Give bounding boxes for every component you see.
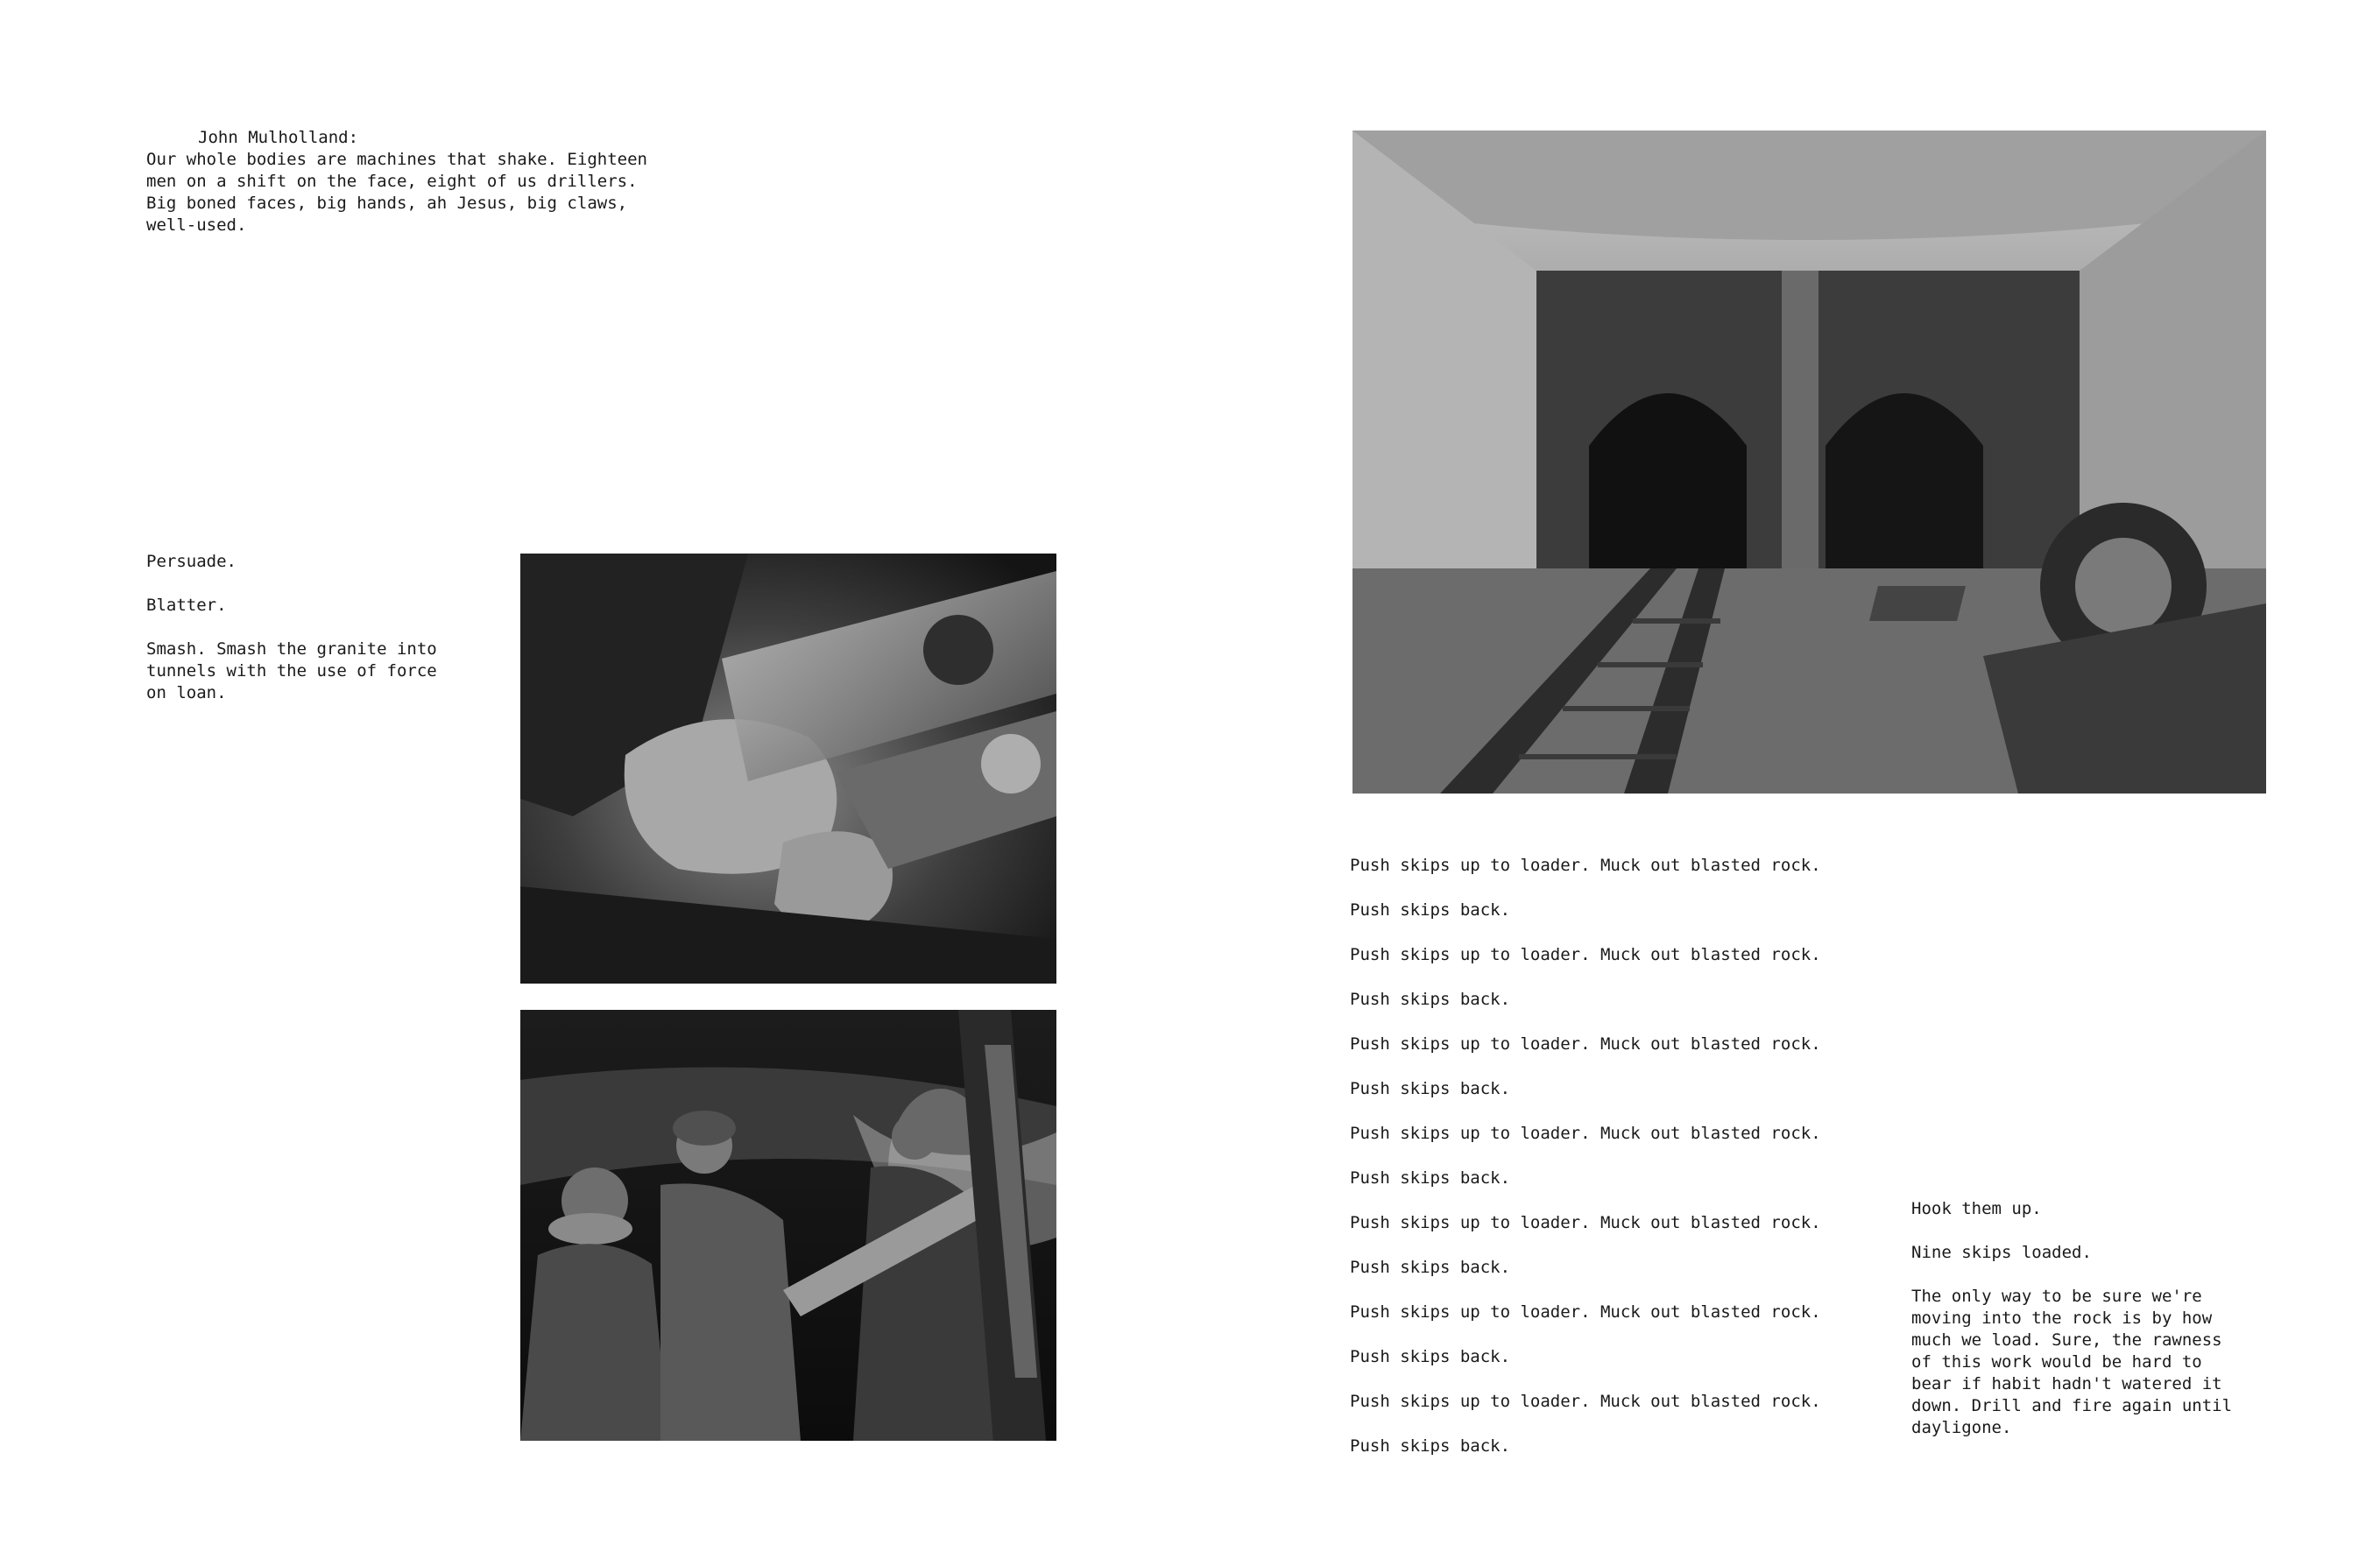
smash-paragraph <box>146 638 437 704</box>
refrain-list <box>1350 855 1910 1480</box>
intro-line: Big boned faces, big hands, ah Jesus, big claws, <box>146 194 628 213</box>
hook-line: Hook them up. <box>1911 1199 2042 1218</box>
intro-paragraph <box>146 149 647 236</box>
intro-line: Our whole bodies are machines that shake. Eighteen <box>146 150 647 169</box>
smash-line: on loan. <box>146 683 227 702</box>
closing-line: down. Drill and fire again until <box>1911 1396 2233 1415</box>
tunnel-tracks-photo <box>1352 131 2266 794</box>
hands-drill-photo <box>520 554 1056 984</box>
closing-line: bear if habit hadn't watered it <box>1911 1374 2222 1393</box>
persuade-line: Persuade. <box>146 552 237 571</box>
nine-skips-line: Nine skips loaded. <box>1911 1243 2092 1262</box>
closing-line: The only way to be sure we're <box>1911 1287 2202 1306</box>
closing-paragraph <box>1911 1286 2232 1439</box>
closing-line: of this work would be hard to <box>1911 1352 2202 1372</box>
refrain-line: Push skips back. <box>1350 1079 1511 1098</box>
refrain-line: Push skips back. <box>1350 1347 1511 1366</box>
refrain-line: Push skips up to loader. Muck out blasted rock. <box>1350 945 1821 964</box>
refrain-line: Push skips up to loader. Muck out blasted rock. <box>1350 1213 1821 1232</box>
speaker-name: John Mulholland: <box>198 128 359 147</box>
refrain-line: Push skips up to loader. Muck out blasted rock. <box>1350 856 1821 875</box>
closing-line: much we load. Sure, the rawness <box>1911 1330 2222 1350</box>
refrain-line: Push skips back. <box>1350 1436 1511 1456</box>
blatter-line: Blatter. <box>146 596 227 615</box>
intro-line: well-used. <box>146 215 247 235</box>
smash-line: Smash. Smash the granite into <box>146 639 437 659</box>
refrain-line: Push skips up to loader. Muck out blasted rock. <box>1350 1034 1821 1054</box>
refrain-line: Push skips back. <box>1350 900 1511 920</box>
refrain-line: Push skips back. <box>1350 1168 1511 1188</box>
refrain-line: Push skips up to loader. Muck out blasted rock. <box>1350 1124 1821 1143</box>
refrain-line: Push skips back. <box>1350 1258 1511 1277</box>
refrain-line: Push skips up to loader. Muck out blasted rock. <box>1350 1302 1821 1322</box>
closing-line: moving into the rock is by how <box>1911 1309 2213 1328</box>
miners-drilling-photo <box>520 1010 1056 1441</box>
refrain-line: Push skips up to loader. Muck out blasted rock. <box>1350 1392 1821 1411</box>
smash-line: tunnels with the use of force <box>146 661 437 681</box>
closing-line: dayligone. <box>1911 1418 2012 1437</box>
intro-line: men on a shift on the face, eight of us drillers. <box>146 172 638 191</box>
refrain-line: Push skips back. <box>1350 990 1511 1009</box>
